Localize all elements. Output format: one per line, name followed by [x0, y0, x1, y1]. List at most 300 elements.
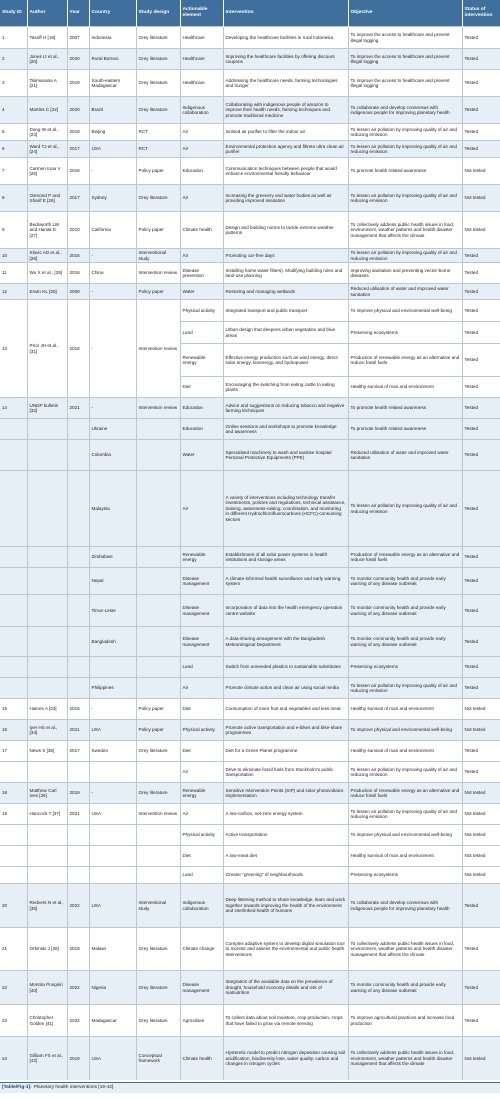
- cell-country: Beijing: [89, 124, 136, 141]
- cell-author: [27, 568, 67, 595]
- cell-intervention: Switch from unneeded plastics to sustainable substitutes: [223, 657, 348, 678]
- table-row: [0, 141, 500, 158]
- table-row: [0, 971, 500, 1005]
- cell-author: Tasoff H [19]: [27, 27, 67, 49]
- cell-objective: To improve agricultural practices and increase food production: [348, 1005, 462, 1037]
- cell-intervention: Installing home water filters). Modifying building rules and land-use planning: [223, 263, 348, 284]
- cell-intervention: Addressing the healthcare needs, farming technologies and hunger: [223, 70, 348, 97]
- cell-author: Carmen Inoa V [25]: [27, 158, 67, 185]
- cell-study-id: [0, 471, 27, 547]
- cell-study-design: RCT: [136, 124, 180, 141]
- cell-objective: Healthy survival of man and environment: [348, 741, 462, 762]
- cell-status: Tested: [462, 398, 500, 419]
- cell-status: Not tested: [462, 185, 500, 212]
- cell-objective: Reduced utilisation of water and improved water sanitation: [348, 284, 462, 300]
- header-study-design: Study design: [136, 0, 180, 27]
- cell-study-id: [0, 440, 27, 471]
- cell-year: [67, 657, 89, 678]
- cell-intervention: Restoring and managing wetlands: [223, 284, 348, 300]
- cell-actionable-element: Water: [180, 284, 223, 300]
- cell-status: Tested: [462, 124, 500, 141]
- cell-intervention: A climate-informed health surveillance and early warning system: [223, 568, 348, 595]
- cell-year: 2016: [67, 263, 89, 284]
- cell-author: Orbinski J [39]: [27, 928, 67, 971]
- cell-intervention: Online sessions and workshops to promote knowledge and awareness: [223, 419, 348, 440]
- table-row: [0, 741, 500, 762]
- cell-intervention: Greater "greening" of neighbourhoods: [223, 867, 348, 884]
- cell-study-design: Conceptual framework: [136, 1037, 180, 1080]
- cell-year: [67, 547, 89, 568]
- table-row: [0, 657, 500, 678]
- cell-study-id: 11: [0, 263, 27, 284]
- cell-country: -: [89, 783, 136, 804]
- table-row: [0, 284, 500, 300]
- cell-country: -: [89, 284, 136, 300]
- cell-objective: To collaborate and develop consensus with indigenous people for improving planetary health: [348, 97, 462, 124]
- cell-status: Tested: [462, 741, 500, 762]
- cell-country: Indonesia: [89, 27, 136, 49]
- header-study-id: Study ID: [0, 0, 27, 27]
- cell-author: Erwin KL [30]: [27, 284, 67, 300]
- cell-year: 2017: [67, 185, 89, 212]
- cell-author: [27, 867, 67, 884]
- cell-year: 2018: [67, 300, 89, 398]
- cell-actionable-element: Renewable energy: [180, 547, 223, 568]
- table-row: [0, 212, 500, 249]
- cell-actionable-element: Land: [180, 322, 223, 344]
- cell-objective: To collaborate and develop consensus with indigenous people for improving planetary health: [348, 884, 462, 928]
- cell-objective: To improve physical and environmental well-being: [348, 300, 462, 322]
- cell-status: Not tested: [462, 825, 500, 846]
- table-row: [0, 49, 500, 70]
- cell-study-design: [136, 419, 180, 440]
- cell-study-design: [136, 627, 180, 657]
- cell-country: USA: [89, 804, 136, 825]
- cell-country: China: [89, 263, 136, 284]
- cell-status: Tested: [462, 1005, 500, 1037]
- cell-country: Malaysia: [89, 471, 136, 547]
- cell-actionable-element: Climate health: [180, 1037, 223, 1080]
- cell-year: 2018: [67, 158, 89, 185]
- cell-actionable-element: Disease management: [180, 568, 223, 595]
- table-row: [0, 846, 500, 867]
- cell-status: Tested: [462, 595, 500, 627]
- cell-study-id: 9: [0, 212, 27, 249]
- cell-author: Prior JH et al., [31]: [27, 300, 67, 398]
- cell-study-id: 20: [0, 884, 27, 928]
- cell-year: 2019: [67, 124, 89, 141]
- cell-author: Bedsworth LW and Hanak E [27]: [27, 212, 67, 249]
- cell-study-id: 10: [0, 249, 27, 263]
- header-actionable-element: Actionable element: [180, 0, 223, 27]
- table-row: [0, 568, 500, 595]
- cell-status: Tested: [462, 568, 500, 595]
- cell-study-id: 8: [0, 185, 27, 212]
- cell-intervention: A low-carbon, net-zero energy system: [223, 804, 348, 825]
- cell-objective: To lessen air pollution by improving quality of air and reducing emission: [348, 185, 462, 212]
- cell-status: Tested: [462, 419, 500, 440]
- cell-country: Philippines: [89, 678, 136, 699]
- cell-author: [27, 595, 67, 627]
- table-row: [0, 158, 500, 185]
- cell-objective: To lessen air pollution by improving quality of air and reducing emission: [348, 124, 462, 141]
- table-row: [0, 627, 500, 657]
- cell-actionable-element: Air: [180, 471, 223, 547]
- cell-study-id: [0, 547, 27, 568]
- cell-status: Tested: [462, 762, 500, 783]
- cell-author: Matthew Carl Ives [36]: [27, 783, 67, 804]
- header-country: Country: [89, 0, 136, 27]
- cell-intervention: Environmental protection agency and filtrete ultra clean air purifier: [223, 141, 348, 158]
- cell-actionable-element: Disease management: [180, 595, 223, 627]
- cell-objective: To promote health related awareness: [348, 419, 462, 440]
- cell-study-design: RCT: [136, 141, 180, 158]
- cell-study-design: Grey literature: [136, 928, 180, 971]
- table-row: [0, 27, 500, 49]
- cell-status: Not tested: [462, 1037, 500, 1080]
- cell-study-id: 6: [0, 141, 27, 158]
- cell-study-id: 1: [0, 27, 27, 49]
- table-row: [0, 419, 500, 440]
- cell-objective: To collectively address public health issues in food, environment, weather patterns and health disaster management that affects the climate: [348, 928, 462, 971]
- cell-status: Tested: [462, 300, 500, 322]
- cell-intervention: To collect data about soil moisture, crop production, crops that have failed to grow via remote sensing: [223, 1005, 348, 1037]
- cell-country: South-eastern Madagascar: [89, 70, 136, 97]
- cell-status: Tested: [462, 70, 500, 97]
- cell-status: Not tested: [462, 699, 500, 720]
- cell-author: Haines A [33]: [27, 699, 67, 720]
- table-row: [0, 595, 500, 627]
- cell-intervention: Deep listening method to share knowledge, learn and work together towards improving the health of the environment and interlinked health of humans: [223, 884, 348, 928]
- cell-year: 2019: [67, 70, 89, 97]
- cell-country: [89, 846, 136, 867]
- cell-actionable-element: Air: [180, 124, 223, 141]
- cell-author: Jones IJ et al., [20]: [27, 49, 67, 70]
- cell-intervention: Effective energy production such as wind energy, direct solar energy, bioenergy, and hydropower: [223, 344, 348, 377]
- cell-country: USA: [89, 1037, 136, 1080]
- cell-year: 2022: [67, 884, 89, 928]
- cell-study-design: Interventional study: [136, 884, 180, 928]
- cell-objective: To improve the access to healthcare and prevent illegal logging: [348, 27, 462, 49]
- cell-objective: To improve the access to healthcare and prevent illegal logging: [348, 49, 462, 70]
- cell-study-design: [136, 762, 180, 783]
- cell-objective: To lessen air pollution by improving quality of air and reducing emission: [348, 762, 462, 783]
- cell-intervention: A low-meat diet: [223, 846, 348, 867]
- cell-status: Tested: [462, 547, 500, 568]
- cell-author: [27, 419, 67, 440]
- cell-study-id: 24: [0, 1037, 27, 1080]
- cell-intervention: Drive to eliminate fossil fuels from Stockholm's public transportation: [223, 762, 348, 783]
- cell-intervention: Complex adaptive system to develop digital simulation tool to monitor and assess the environmental and public health Interventions: [223, 928, 348, 971]
- cell-year: 2019: [67, 928, 89, 971]
- cell-status: Tested: [462, 627, 500, 657]
- cell-author: Tsiimanana A [21]: [27, 70, 67, 97]
- cell-intervention: Collaborating with indigenous people of amazon to improve their health needs, farming techniques and promote traditional medicine: [223, 97, 348, 124]
- cell-status: Tested: [462, 928, 500, 971]
- cell-country: -: [89, 249, 136, 263]
- cell-actionable-element: Air: [180, 249, 223, 263]
- cell-study-id: 14: [0, 398, 27, 419]
- cell-objective: Improving sanitation and preventing vector-borne diseases: [348, 263, 462, 284]
- cell-status: Tested: [462, 49, 500, 70]
- cell-objective: Production of renewable energy as an alternative and reduce fossil fuels: [348, 344, 462, 377]
- cell-country: -: [89, 158, 136, 185]
- cell-year: 2020: [67, 97, 89, 124]
- cell-intervention: Improving the healthcare facilities by offering discount coupons: [223, 49, 348, 70]
- cell-year: [67, 440, 89, 471]
- cell-study-id: 17: [0, 741, 27, 762]
- cell-study-design: Intervention review: [136, 804, 180, 825]
- cell-status: Not tested: [462, 212, 500, 249]
- cell-status: Tested: [462, 377, 500, 398]
- cell-actionable-element: Air: [180, 804, 223, 825]
- table-row: [0, 124, 500, 141]
- cell-status: Not tested: [462, 158, 500, 185]
- cell-status: Not tested: [462, 804, 500, 825]
- cell-study-design: Grey literature: [136, 741, 180, 762]
- cell-objective: Production of renewable energy as an alternative and reduce fossil fuels: [348, 783, 462, 804]
- cell-year: 2020: [67, 49, 89, 70]
- cell-actionable-element: Physical activity: [180, 720, 223, 741]
- cell-study-id: 4: [0, 97, 27, 124]
- cell-study-id: 16: [0, 720, 27, 741]
- cell-study-id: [0, 595, 27, 627]
- cell-study-id: [0, 657, 27, 678]
- cell-actionable-element: Water: [180, 440, 223, 471]
- cell-author: [27, 627, 67, 657]
- cell-country: Brazil: [89, 97, 136, 124]
- cell-actionable-element: Air: [180, 678, 223, 699]
- cell-actionable-element: Renewable energy: [180, 344, 223, 377]
- header-intervention: Intervention: [223, 0, 348, 27]
- cell-objective: Preserving ecosystems: [348, 867, 462, 884]
- cell-actionable-element: Education: [180, 158, 223, 185]
- cell-study-id: 3: [0, 70, 27, 97]
- table-row: [0, 762, 500, 783]
- cell-country: [89, 657, 136, 678]
- cell-intervention: Increasing the greenery and water bodies as well as providing improved insulation: [223, 185, 348, 212]
- cell-study-id: [0, 825, 27, 846]
- cell-country: USA: [89, 720, 136, 741]
- cell-year: 2021: [67, 804, 89, 825]
- cell-study-design: Interventional study: [136, 249, 180, 263]
- cell-author: Ward TJ et al., [24]: [27, 141, 67, 158]
- table-row: [0, 783, 500, 804]
- cell-study-design: Grey literature: [136, 49, 180, 70]
- cell-study-id: 19: [0, 804, 27, 825]
- cell-study-design: Intervention review: [136, 300, 180, 398]
- cell-year: [67, 825, 89, 846]
- cell-objective: To monitor community health and provide early warning of any disease outbreak: [348, 595, 462, 627]
- cell-objective: To promote health related awareness: [348, 158, 462, 185]
- cell-actionable-element: Healthcare: [180, 49, 223, 70]
- cell-objective: To improve the access to healthcare and prevent illegal logging: [348, 70, 462, 97]
- cell-study-design: Policy paper: [136, 212, 180, 249]
- cell-objective: To collectively address public health issues in food, environment, weather patterns and health disaster management that affects the climate: [348, 1037, 462, 1080]
- table-row: [0, 678, 500, 699]
- cell-intervention: Promote climate action and clean air using social media: [223, 678, 348, 699]
- cell-study-design: Grey literature: [136, 971, 180, 1005]
- cell-study-design: [136, 440, 180, 471]
- cell-intervention: Developing the healthcare facilities in rural Indonesia: [223, 27, 348, 49]
- cell-status: Tested: [462, 657, 500, 678]
- cell-objective: To lessen air pollution by improving quality of air and reducing emission: [348, 804, 462, 825]
- table-body: [0, 27, 500, 1080]
- cell-author: Gilliam FS et al., [42]: [27, 1037, 67, 1080]
- cell-actionable-element: Indigenous collaboration: [180, 97, 223, 124]
- cell-study-id: [0, 846, 27, 867]
- cell-status: Tested: [462, 971, 500, 1005]
- cell-intervention: Advice and suggestions on reducing tobacco and negative farming techniques: [223, 398, 348, 419]
- cell-year: [67, 419, 89, 440]
- cell-intervention: Promote active transportation and e-bikes and bike-share programmes: [223, 720, 348, 741]
- cell-objective: To collectively address public health issues in food, environment, weather patterns and health disaster management that affects the climate: [348, 212, 462, 249]
- cell-intervention: Integrated transport and public transport: [223, 300, 348, 322]
- cell-study-id: [0, 419, 27, 440]
- cell-status: Tested: [462, 440, 500, 471]
- cell-author: Slovic AD et al., [28]: [27, 249, 67, 263]
- table-row: [0, 1005, 500, 1037]
- cell-actionable-element: Diet: [180, 846, 223, 867]
- cell-study-design: [136, 825, 180, 846]
- cell-year: 2022: [67, 1005, 89, 1037]
- cell-author: Iyer HS et al., [34]: [27, 720, 67, 741]
- cell-intervention: Encouraging the switching from eating cattle to eating plants: [223, 377, 348, 398]
- cell-objective: To monitor community health and provide early warning of any disease outbreak: [348, 568, 462, 595]
- cell-objective: To lessen air pollution by improving quality of air and reducing emission: [348, 249, 462, 263]
- cell-actionable-element: Air: [180, 141, 223, 158]
- cell-objective: To improve physical and environmental well-being: [348, 720, 462, 741]
- cell-actionable-element: Healthcare: [180, 27, 223, 49]
- cell-objective: Preserving ecosystems: [348, 657, 462, 678]
- cell-actionable-element: Air: [180, 762, 223, 783]
- cell-study-design: [136, 568, 180, 595]
- cell-country: -: [89, 398, 136, 419]
- table-row: [0, 97, 500, 124]
- cell-status: Tested: [462, 322, 500, 344]
- cell-author: Redvers N et al., [38]: [27, 884, 67, 928]
- cell-objective: Reduced utilisation of water and improved water sanitation: [348, 440, 462, 471]
- cell-actionable-element: Diet: [180, 741, 223, 762]
- cell-year: 2019: [67, 783, 89, 804]
- cell-author: Hancock T [37]: [27, 804, 67, 825]
- cell-objective: To monitor community health and provide early warning of any disease outbreak: [348, 627, 462, 657]
- cell-country: USA: [89, 141, 136, 158]
- cell-author: [27, 846, 67, 867]
- cell-study-design: Intervention review: [136, 263, 180, 284]
- cell-objective: Healthy survival of man and environment: [348, 699, 462, 720]
- cell-study-id: [0, 568, 27, 595]
- cell-study-design: Grey literature: [136, 97, 180, 124]
- cell-study-design: Grey literature: [136, 27, 180, 49]
- table-row: [0, 720, 500, 741]
- cell-author: Osmond P and Sharif E [26]: [27, 185, 67, 212]
- cell-country: Nepal: [89, 568, 136, 595]
- table-row: [0, 70, 500, 97]
- cell-year: 2022: [67, 971, 89, 1005]
- cell-study-design: Intervention review: [136, 398, 180, 419]
- cell-year: 2016: [67, 699, 89, 720]
- cell-objective: To improve physical and environmental well-being: [348, 825, 462, 846]
- cell-objective: To lessen air pollution by improving quality of air and reducing emission: [348, 141, 462, 158]
- cell-study-design: [136, 595, 180, 627]
- table-row: [0, 867, 500, 884]
- cell-actionable-element: Diet: [180, 377, 223, 398]
- cell-intervention: Hysteretic model to predict nitrogen deposition causing soil acidification, biodiversity lose, water quality, carbon and changes in nitrogen cycles: [223, 1037, 348, 1080]
- cell-status: Tested: [462, 884, 500, 928]
- cell-country: Bangladesh: [89, 627, 136, 657]
- cell-author: Dong W et al., [23]: [27, 124, 67, 141]
- cell-study-design: [136, 867, 180, 884]
- cell-actionable-element: Renewable energy: [180, 783, 223, 804]
- cell-objective: Healthy survival of man and environment: [348, 377, 462, 398]
- table-row: [0, 249, 500, 263]
- cell-intervention: Design and building norms to tackle extreme weather patterns: [223, 212, 348, 249]
- cell-actionable-element: Education: [180, 398, 223, 419]
- table-row: [0, 699, 500, 720]
- cell-objective: Production of renewable energy as an alternative and reduce fossil fuels: [348, 547, 462, 568]
- cell-objective: To lessen air pollution by improving quality of air and reducing emission: [348, 471, 462, 547]
- cell-author: [27, 678, 67, 699]
- cell-study-design: Policy paper: [136, 699, 180, 720]
- header-year: Year: [67, 0, 89, 27]
- cell-country: Sydney: [89, 185, 136, 212]
- cell-objective: To promote health related awareness: [348, 398, 462, 419]
- cell-year: [67, 595, 89, 627]
- cell-study-id: 22: [0, 971, 27, 1005]
- cell-actionable-element: Land: [180, 657, 223, 678]
- cell-study-design: Policy paper: [136, 284, 180, 300]
- cell-status: Not tested: [462, 867, 500, 884]
- cell-author: [27, 825, 67, 846]
- caption-tag: [Table/Fig-1]:: [2, 1085, 32, 1090]
- cell-actionable-element: Climate change: [180, 928, 223, 971]
- cell-actionable-element: Indigenous collaboration: [180, 884, 223, 928]
- cell-study-design: [136, 678, 180, 699]
- cell-study-design: [136, 471, 180, 547]
- header-author: Author: [27, 0, 67, 27]
- cell-year: [67, 627, 89, 657]
- table-row: [0, 185, 500, 212]
- cell-status: Not tested: [462, 783, 500, 804]
- table-row: [0, 471, 500, 547]
- table-caption: [0, 1082, 500, 1093]
- table-row: [0, 825, 500, 846]
- cell-country: Rural Borneo: [89, 49, 136, 70]
- cell-intervention: Sensitive Intervention Points (SIP) and solar photovoltaics implementation: [223, 783, 348, 804]
- cell-country: [89, 825, 136, 846]
- table-header-row: [0, 0, 500, 27]
- cell-status: Tested: [462, 344, 500, 377]
- cell-country: Colombia: [89, 440, 136, 471]
- cell-study-design: [136, 846, 180, 867]
- table-row: [0, 300, 500, 322]
- cell-year: 2017: [67, 141, 89, 158]
- cell-actionable-element: Education: [180, 419, 223, 440]
- cell-study-design: [136, 657, 180, 678]
- cell-study-id: 23: [0, 1005, 27, 1037]
- header-objective: Objective: [348, 0, 462, 27]
- cell-author: Martins C [22]: [27, 97, 67, 124]
- cell-intervention: Integration of the available data on the prevalence of drought, household economy details and risk of malnutrition: [223, 971, 348, 1005]
- cell-year: 2019: [67, 1037, 89, 1080]
- cell-study-id: 7: [0, 158, 27, 185]
- cell-intervention: A data-sharing arrangement with the Bangladesh Meteorological Department: [223, 627, 348, 657]
- cell-study-id: [0, 762, 27, 783]
- cell-objective: Preserving ecosystems: [348, 322, 462, 344]
- cell-intervention: Communication techniques between people that would enhance environmental friendly behaviour: [223, 158, 348, 185]
- cell-study-id: 13: [0, 300, 27, 398]
